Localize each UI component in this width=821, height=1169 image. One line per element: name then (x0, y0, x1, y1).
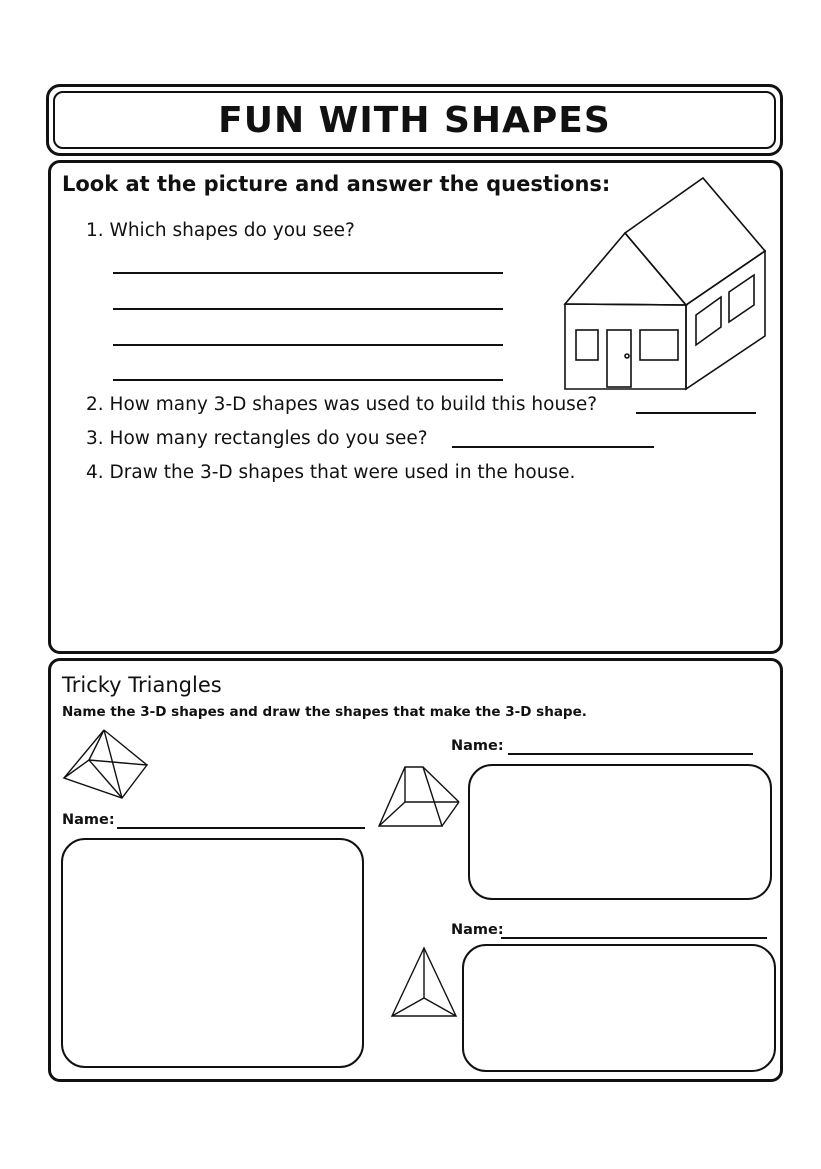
question-2: 2. How many 3-D shapes was used to build this house? (86, 394, 598, 415)
name-answer-line-1[interactable] (117, 827, 365, 829)
answer-line-q3[interactable] (452, 446, 654, 448)
drawing-box-3[interactable] (462, 944, 776, 1072)
answer-line-2[interactable] (113, 308, 503, 310)
answer-line-q2[interactable] (636, 412, 756, 414)
question-1: 1. Which shapes do you see? (86, 220, 355, 241)
answer-line-4[interactable] (113, 379, 503, 381)
drawing-box-1[interactable] (61, 838, 364, 1068)
question-3: 3. How many rectangles do you see? (86, 428, 428, 449)
question-4: 4. Draw the 3-D shapes that were used in the house. (86, 462, 576, 483)
title-frame (46, 84, 783, 156)
answer-line-1[interactable] (113, 272, 503, 274)
name-answer-line-3[interactable] (501, 937, 767, 939)
section2-instruction: Name the 3-D shapes and draw the shapes that make the 3-D shape. (62, 704, 587, 720)
name-label-3: Name: (451, 922, 504, 938)
house-drawing-icon (560, 176, 770, 391)
section2-title: Tricky Triangles (62, 673, 222, 697)
answer-line-3[interactable] (113, 344, 503, 346)
triangular-prism-icon (377, 764, 463, 828)
section1-instruction: Look at the picture and answer the questions: (62, 172, 611, 196)
square-pyramid-icon (62, 728, 152, 800)
triangular-pyramid-icon (390, 946, 458, 1018)
name-answer-line-2[interactable] (508, 753, 753, 755)
name-label-1: Name: (62, 812, 115, 828)
title-inner-frame (53, 91, 776, 149)
name-label-2: Name: (451, 738, 504, 754)
page-title: FUN WITH SHAPES (218, 99, 611, 141)
drawing-box-2[interactable] (468, 764, 772, 900)
